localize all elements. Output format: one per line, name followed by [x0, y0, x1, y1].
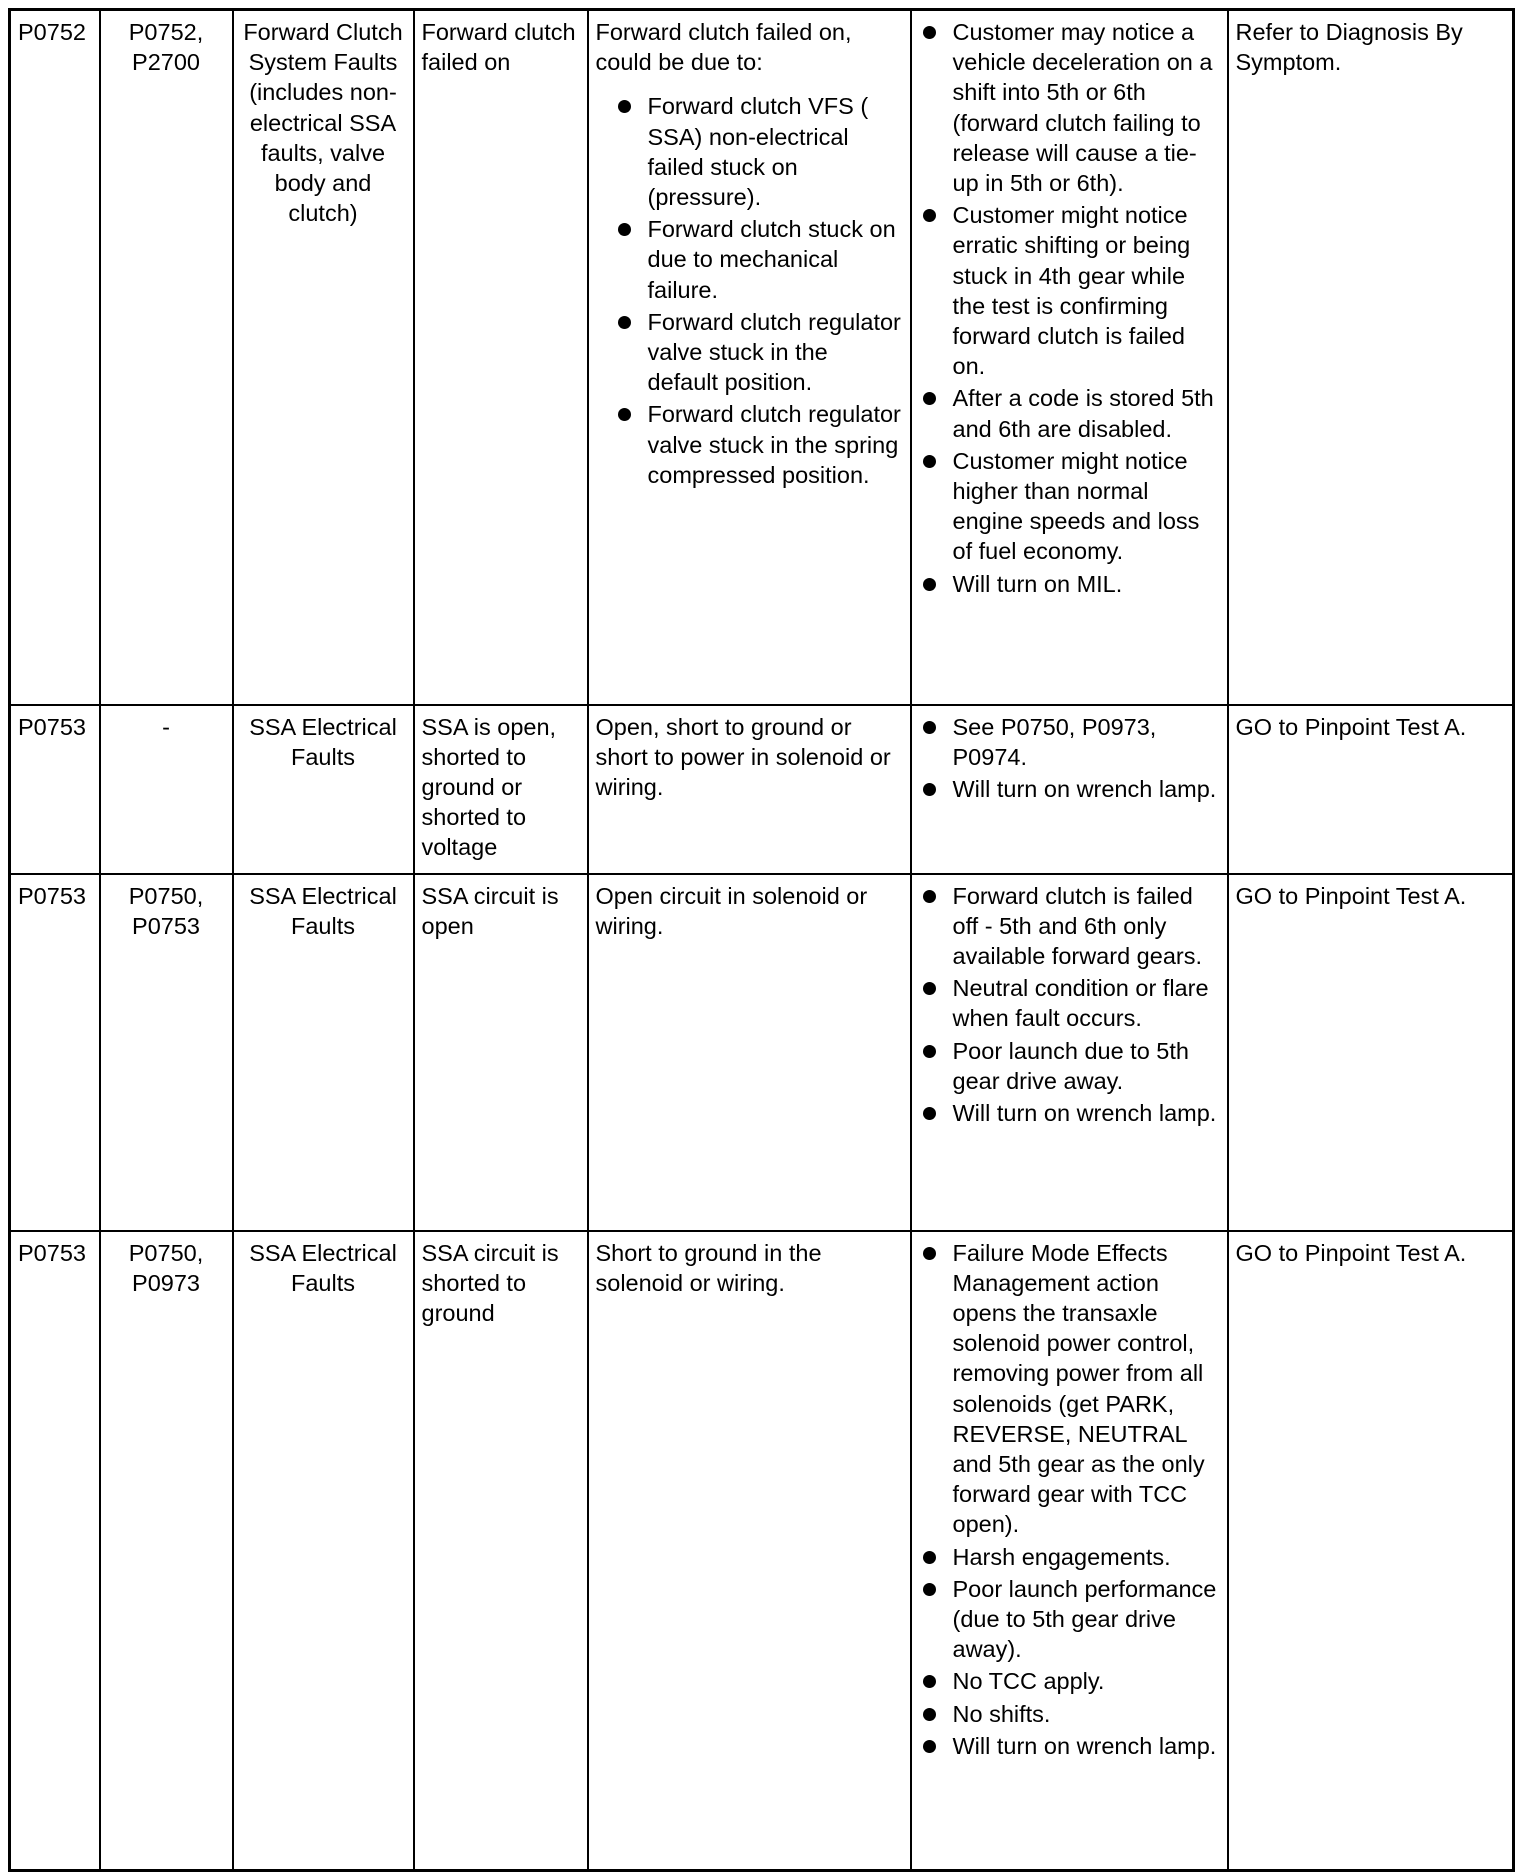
condition-cell: SSA circuit is open — [414, 874, 588, 1231]
description-cell: SSA Electrical Faults — [233, 874, 414, 1231]
possible-causes-cell — [588, 1231, 911, 1871]
condition-cell: Forward clutch failed on — [414, 10, 588, 705]
cause-list — [596, 91, 903, 490]
symptom-item: See P0750, P0973, P0974. — [919, 712, 1220, 772]
symptom-item: Failure Mode Effects Management action opens the transaxle solenoid power control, removing power from all solenoids (get PARK, REVERSE, NEUTRAL and 5th gear as the only forward gear with TCC open). — [919, 1238, 1220, 1540]
cause-text: Open, short to ground or short to power in solenoid or wiring. — [595, 713, 891, 800]
possible-causes-cell — [588, 10, 911, 705]
dtc-code-cell: P0752 — [10, 10, 100, 705]
cause-item: Forward clutch regulator valve stuck in the default position. — [614, 307, 903, 398]
symptom-list — [919, 1238, 1220, 1761]
symptoms-cell — [911, 874, 1228, 1231]
cause-item: Forward clutch VFS ( SSA) non-electrical failed stuck on (pressure). — [614, 91, 903, 212]
symptoms-cell — [911, 1231, 1228, 1871]
action-cell: GO to Pinpoint Test A. — [1228, 874, 1514, 1231]
symptom-item: Poor launch due to 5th gear drive away. — [919, 1036, 1220, 1096]
symptom-item: No shifts. — [919, 1699, 1220, 1729]
action-cell: GO to Pinpoint Test A. — [1228, 705, 1514, 874]
description-cell: SSA Electrical Faults — [233, 1231, 414, 1871]
symptoms-cell — [911, 10, 1228, 705]
cause-item: Forward clutch regulator valve stuck in the spring compressed position. — [614, 399, 903, 490]
cause-item: Forward clutch stuck on due to mechanical failure. — [614, 214, 903, 305]
condition-cell: SSA circuit is shorted to ground — [414, 1231, 588, 1871]
dtc-table-body — [10, 10, 1514, 1871]
table-row — [10, 874, 1514, 1231]
symptom-item: After a code is stored 5th and 6th are disabled. — [919, 383, 1220, 443]
dtc-table — [8, 8, 1515, 1872]
related-codes-cell: P0750, P0753 — [100, 874, 233, 1231]
symptom-item: Will turn on wrench lamp. — [919, 774, 1220, 804]
symptom-item: Harsh engagements. — [919, 1542, 1220, 1572]
symptom-list — [919, 17, 1220, 599]
table-row — [10, 705, 1514, 874]
cause-text: Open circuit in solenoid or wiring. — [595, 882, 868, 939]
symptom-item: Poor launch performance (due to 5th gear drive away). — [919, 1574, 1220, 1665]
dtc-code-cell: P0753 — [10, 705, 100, 874]
symptom-item: Will turn on wrench lamp. — [919, 1098, 1220, 1128]
description-cell: SSA Electrical Faults — [233, 705, 414, 874]
condition-cell: SSA is open, shorted to ground or shorted to voltage — [414, 705, 588, 874]
cause-text: Short to ground in the solenoid or wiring. — [595, 1239, 822, 1296]
cause-text: Forward clutch failed on, could be due to: — [595, 19, 852, 76]
symptom-item: Customer might notice higher than normal engine speeds and loss of fuel economy. — [919, 446, 1220, 567]
table-row — [10, 10, 1514, 705]
description-cell: Forward Clutch System Faults (includes non-electrical SSA faults, valve body and clutch) — [233, 10, 414, 705]
symptom-item: Neutral condition or flare when fault occurs. — [919, 973, 1220, 1033]
possible-causes-cell — [588, 874, 911, 1231]
related-codes-cell: P0750, P0973 — [100, 1231, 233, 1871]
symptom-list — [919, 881, 1220, 1129]
dtc-code-cell: P0753 — [10, 874, 100, 1231]
symptom-item: Will turn on MIL. — [919, 569, 1220, 599]
dtc-code-cell: P0753 — [10, 1231, 100, 1871]
related-codes-cell: - — [100, 705, 233, 874]
possible-causes-cell — [588, 705, 911, 874]
symptom-item: Customer may notice a vehicle deceleration on a shift into 5th or 6th (forward clutch failing to release will cause a tie-up in 5th or 6th). — [919, 17, 1220, 198]
related-codes-cell: P0752, P2700 — [100, 10, 233, 705]
symptom-item: Will turn on wrench lamp. — [919, 1731, 1220, 1761]
symptom-item: No TCC apply. — [919, 1666, 1220, 1696]
symptoms-cell — [911, 705, 1228, 874]
symptom-item: Forward clutch is failed off - 5th and 6th only available forward gears. — [919, 881, 1220, 972]
action-cell: Refer to Diagnosis By Symptom. — [1228, 10, 1514, 705]
table-row — [10, 1231, 1514, 1871]
action-cell: GO to Pinpoint Test A. — [1228, 1231, 1514, 1871]
symptom-item: Customer might notice erratic shifting or being stuck in 4th gear while the test is confirming forward clutch is failed on. — [919, 200, 1220, 381]
symptom-list — [919, 712, 1220, 805]
